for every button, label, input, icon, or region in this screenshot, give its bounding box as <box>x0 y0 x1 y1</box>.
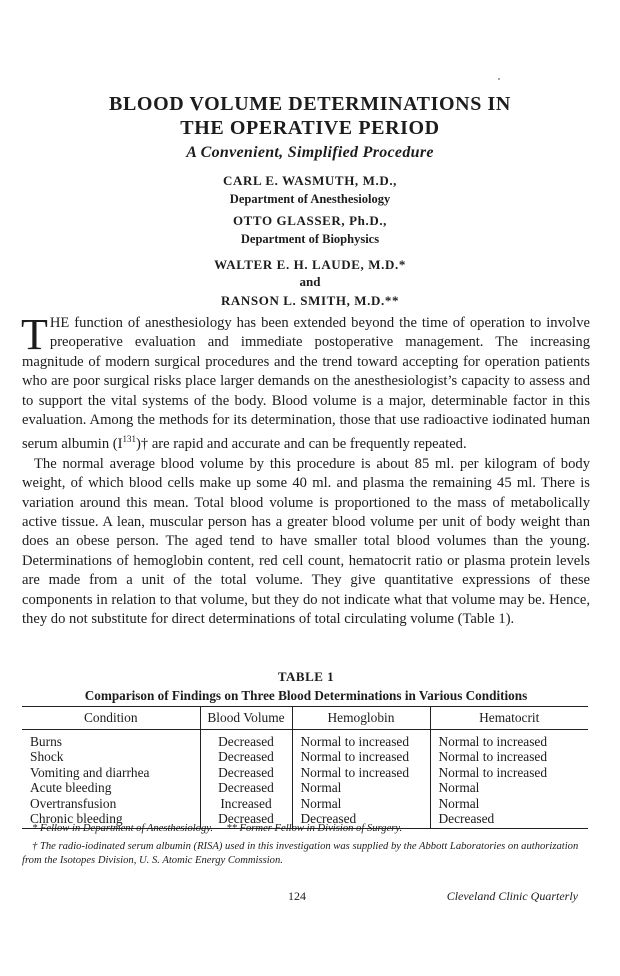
cell-condition: Burns <box>30 734 62 749</box>
header-blood-volume: Blood Volume <box>200 707 292 730</box>
authors-conjunction: and <box>299 274 321 289</box>
cell-blood-volume: Decreased <box>200 811 292 829</box>
journal-name: Cleveland Clinic Quarterly <box>446 889 578 903</box>
cell-hemoglobin: Normal to increased <box>292 730 430 750</box>
article-title-line-2: THE OPERATIVE PERIOD <box>180 117 440 139</box>
cell-hematocrit: Decreased <box>430 811 588 829</box>
cell-hemoglobin: Normal to increased <box>292 749 430 764</box>
table-label: TABLE 1 <box>277 669 335 684</box>
footnote-risa: † The radio-iodinated serum albumin (RISA) used in this investigation was supplied by the Abbott Laboratories on authorization from the Isotopes Division, U. S. Atomic Energy Commission. <box>22 841 579 866</box>
author-name: CARL E. WASMUTH, M.D., <box>222 173 398 188</box>
cell-condition: Overtransfusion <box>30 795 117 811</box>
author-department: Department of Anesthesiology <box>229 192 391 206</box>
cell-hemoglobin: Decreased <box>292 811 430 829</box>
cell-hemoglobin: Normal to increased <box>292 765 430 780</box>
header-hematocrit: Hematocrit <box>430 707 588 730</box>
table-caption: Comparison of Findings on Three Blood Determinations in Various Conditions <box>84 688 528 703</box>
table-header-row <box>22 707 588 730</box>
cell-blood-volume: Decreased <box>200 730 292 750</box>
paragraph-1-end: )† are rapid and accurate and can be frequently repeated. <box>136 436 467 453</box>
table-row <box>22 730 588 750</box>
header-hemoglobin: Hemoglobin <box>292 707 430 730</box>
printer-speck <box>498 78 500 80</box>
paragraph-1 <box>21 310 590 455</box>
cell-blood-volume: Decreased <box>200 749 292 764</box>
author-name: RANSON L. SMITH, M.D.** <box>220 293 400 308</box>
cell-condition: Vomiting and diarrhea <box>30 764 150 780</box>
table-row <box>22 796 588 811</box>
author-department: Department of Biophysics <box>240 232 380 246</box>
page-number: 124 <box>288 889 306 903</box>
author-1 <box>150 172 470 208</box>
author-2 <box>150 212 470 248</box>
article-title-line-1: BLOOD VOLUME DETERMINATIONS IN <box>109 93 511 115</box>
cell-hematocrit: Normal <box>430 780 588 795</box>
author-name: OTTO GLASSER, Ph.D., <box>232 213 388 228</box>
findings-table <box>22 706 588 829</box>
isotope-superscript: 131 <box>122 434 137 445</box>
cell-hematocrit: Normal to increased <box>430 730 588 750</box>
paragraph-1-text: HE function of anesthesiology has been extended beyond the time of operation to involve preoperative evaluation and immediate postoperative management. The increasing magnitude of modern surgical procedures and the trend toward accepting for operation patients who are poor surgical risks place larger demands on the anesthesiologist’s capacity to assess and to support the vital systems of the body. Blood volume is a major, determinable factor in this evaluation. Among the methods for its determination, those that use radioactive iodinated human serum albumin (I <box>22 315 590 453</box>
cell-condition: Chronic bleeding <box>22 811 200 829</box>
table-row <box>22 749 588 764</box>
table-row <box>22 765 588 780</box>
cell-hematocrit: Normal <box>430 796 588 811</box>
cell-condition: Acute bleeding <box>30 780 112 796</box>
article-body <box>21 310 590 629</box>
cell-hemoglobin: Normal <box>292 780 430 795</box>
author-3 <box>150 256 470 274</box>
header-condition: Condition <box>22 707 200 730</box>
author-4 <box>150 292 470 310</box>
author-name: WALTER E. H. LAUDE, M.D.* <box>214 257 406 272</box>
cell-hematocrit: Normal to increased <box>430 749 588 764</box>
footnote-fellows: * Fellow in Department of Anesthesiology. ** Former Fellow in Division of Surgery. <box>32 823 403 834</box>
cell-hemoglobin: Normal <box>292 796 430 811</box>
cell-condition: Shock <box>30 749 64 765</box>
table-row <box>22 780 588 795</box>
drop-cap: T <box>21 310 48 359</box>
cell-hematocrit: Normal to increased <box>430 765 588 780</box>
paragraph-2: The normal average blood volume by this procedure is about 85 ml. per kilogram of body weight, of which blood cells make up some 40 ml. and plasma the remaining 45 ml. There is variation around this mean. Total blood volume is proportioned to the mass of metabolically active tissue. A lean, muscular person has a greater blood volume per unit of body weight than does an obese person. The aged tend to have smaller total blood volumes than the young. Determinations of hemoglobin content, red cell count, hematocrit ratio or plasma protein levels are made from a unit of the total volume. They give quantitative expressions of these components in relation to that volume, but they do not indicate what that volume may be. Hence, they do not substitute for direct determinations of total circulating volume (Table 1). <box>22 455 590 627</box>
article-subtitle: A Convenient, Simplified Procedure <box>186 144 434 161</box>
cell-blood-volume: Increased <box>200 796 292 811</box>
cell-blood-volume: Decreased <box>200 765 292 780</box>
cell-blood-volume: Decreased <box>200 780 292 795</box>
